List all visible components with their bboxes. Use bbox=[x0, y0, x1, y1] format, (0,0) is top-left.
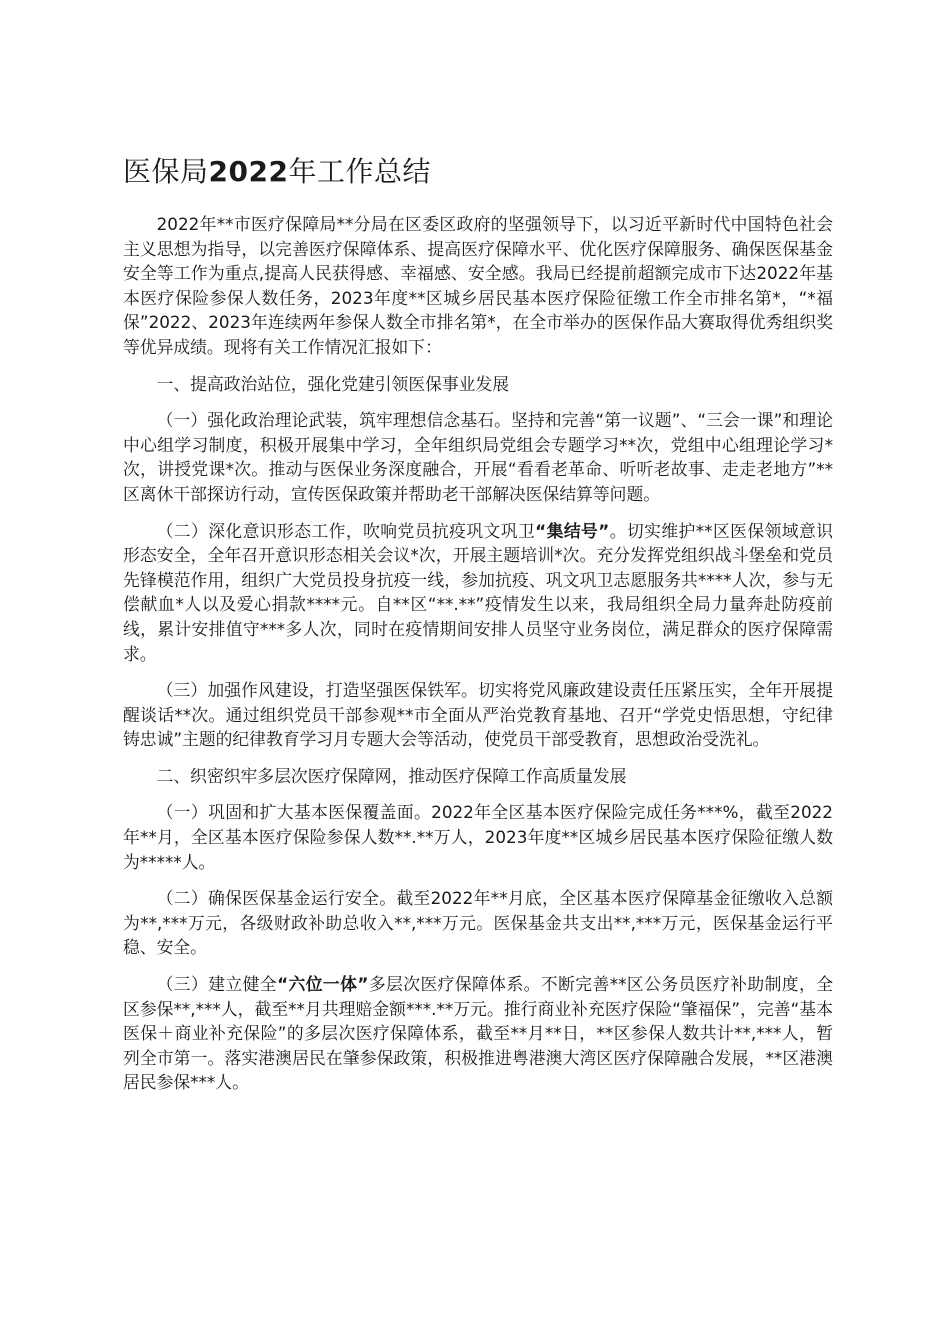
section-2-item-3-text-a: （三）建立健全 bbox=[156, 974, 278, 995]
section-2-item-3-text-b: 多层次医疗保障体系。不断完善**区公务员医疗补助制度，全区参保**,***人，截至**月共理赔金额***.**万元。推行商业补充医疗保险“肇福保”，完善“基本医保＋商业补充保险”的多层次医疗保障体系，截至**月**日，**区参保人数共计**,***人，暂列全市第一。落实港澳居民在肇参保政策，积极推进粤港澳大湾区医疗保障融合发展，**区港澳居民参保***人。 bbox=[123, 974, 833, 1093]
section-1-item-2 bbox=[123, 519, 833, 667]
section-1-item-2-text-b: 。切实维护**区医保领域意识形态安全，全年召开意识形态相关会议*次，开展主题培训*次。充分发挥党组织战斗堡垒和党员先锋模范作用，组织广大党员投身抗疫一线，参加抗疫、巩文巩卫志愿服务共****人次，参与无偿献血*人以及爱心捐款****元。自**区“**.**”疫情发生以来，我局组织全局力量奔赴防疫前线，累计安排值守***多人次，同时在疫情期间安排人员坚守业务岗位，满足群众的医疗保障需求。 bbox=[123, 520, 833, 664]
section-1-item-2-text-a: （二）深化意识形态工作，吹响党员抗疫巩文巩卫 bbox=[156, 520, 536, 541]
document-page bbox=[123, 150, 833, 1107]
section-2-item-1: （一）巩固和扩大基本医保覆盖面。2022年全区基本医疗保险完成任务***%，截至2022年**月，全区基本医疗保险参保人数**.**万人，2023年度**区城乡居民基本医疗保险征缴人数为*****人。 bbox=[123, 802, 833, 872]
section-1-item-1: （一）强化政治理论武装，筑牢理想信念基石。坚持和完善“第一议题”、“三会一课”和理论中心组学习制度，积极开展集中学习，全年组织局党组会专题学习**次，党组中心组理论学习*次，讲授党课*次。推动与医保业务深度融合，开展“看看老革命、听听老故事、走走老地方”**区离休干部探访行动，宣传医保政策并帮助老干部解决医保结算等问题。 bbox=[123, 410, 833, 504]
section-1-item-2-bold: “集结号” bbox=[535, 520, 610, 541]
intro-paragraph: 2022年**市医疗保障局**分局在区委区政府的坚强领导下，以习近平新时代中国特色社会主义思想为指导，以完善医疗保障体系、提高医疗保障水平、优化医疗保障服务、确保医保基金安全等工作为重点,提高人民获得感、幸福感、安全感。我局已经提前超额完成市下达2022年基本医疗保险参保人数任务，2023年度**区城乡居民基本医疗保险征缴工作全市排名第*，“*福保”2022、2023年连续两年参保人数全市排名第*，在全市举办的医保作品大赛取得优秀组织奖等优异成绩。现将有关工作情况汇报如下： bbox=[123, 214, 833, 357]
title-suffix: 年工作总结 bbox=[288, 155, 431, 188]
section-2-item-2: （二）确保医保基金运行安全。截至2022年**月底，全区基本医疗保障基金征缴收入总额为**,***万元，各级财政补助总收入**,***万元。医保基金共支出**,***万元，医保基金运行平稳、安全。 bbox=[123, 888, 833, 958]
title-year: 2022 bbox=[208, 155, 289, 188]
section-1-heading: 一、提高政治站位，强化党建引领医保事业发展 bbox=[156, 373, 510, 394]
section-2-item-3-bold: “六位一体” bbox=[277, 974, 369, 995]
title-prefix: 医保局 bbox=[123, 155, 209, 188]
section-2-item-3 bbox=[123, 972, 833, 1095]
section-2-heading: 二、织密织牢多层次医疗保障网，推动医疗保障工作高质量发展 bbox=[156, 765, 627, 786]
section-1-item-3: （三）加强作风建设，打造坚强医保铁军。切实将党风廉政建设责任压紧压实，全年开展提醒谈话**次。通过组织党员干部参观**市全面从严治党教育基地、召开“学党史悟思想，守纪律铸忠诚”主题的纪律教育学习月专题大会等活动，使党员干部受教育，思想政治受洗礼。 bbox=[123, 680, 833, 750]
document-title bbox=[123, 150, 833, 194]
